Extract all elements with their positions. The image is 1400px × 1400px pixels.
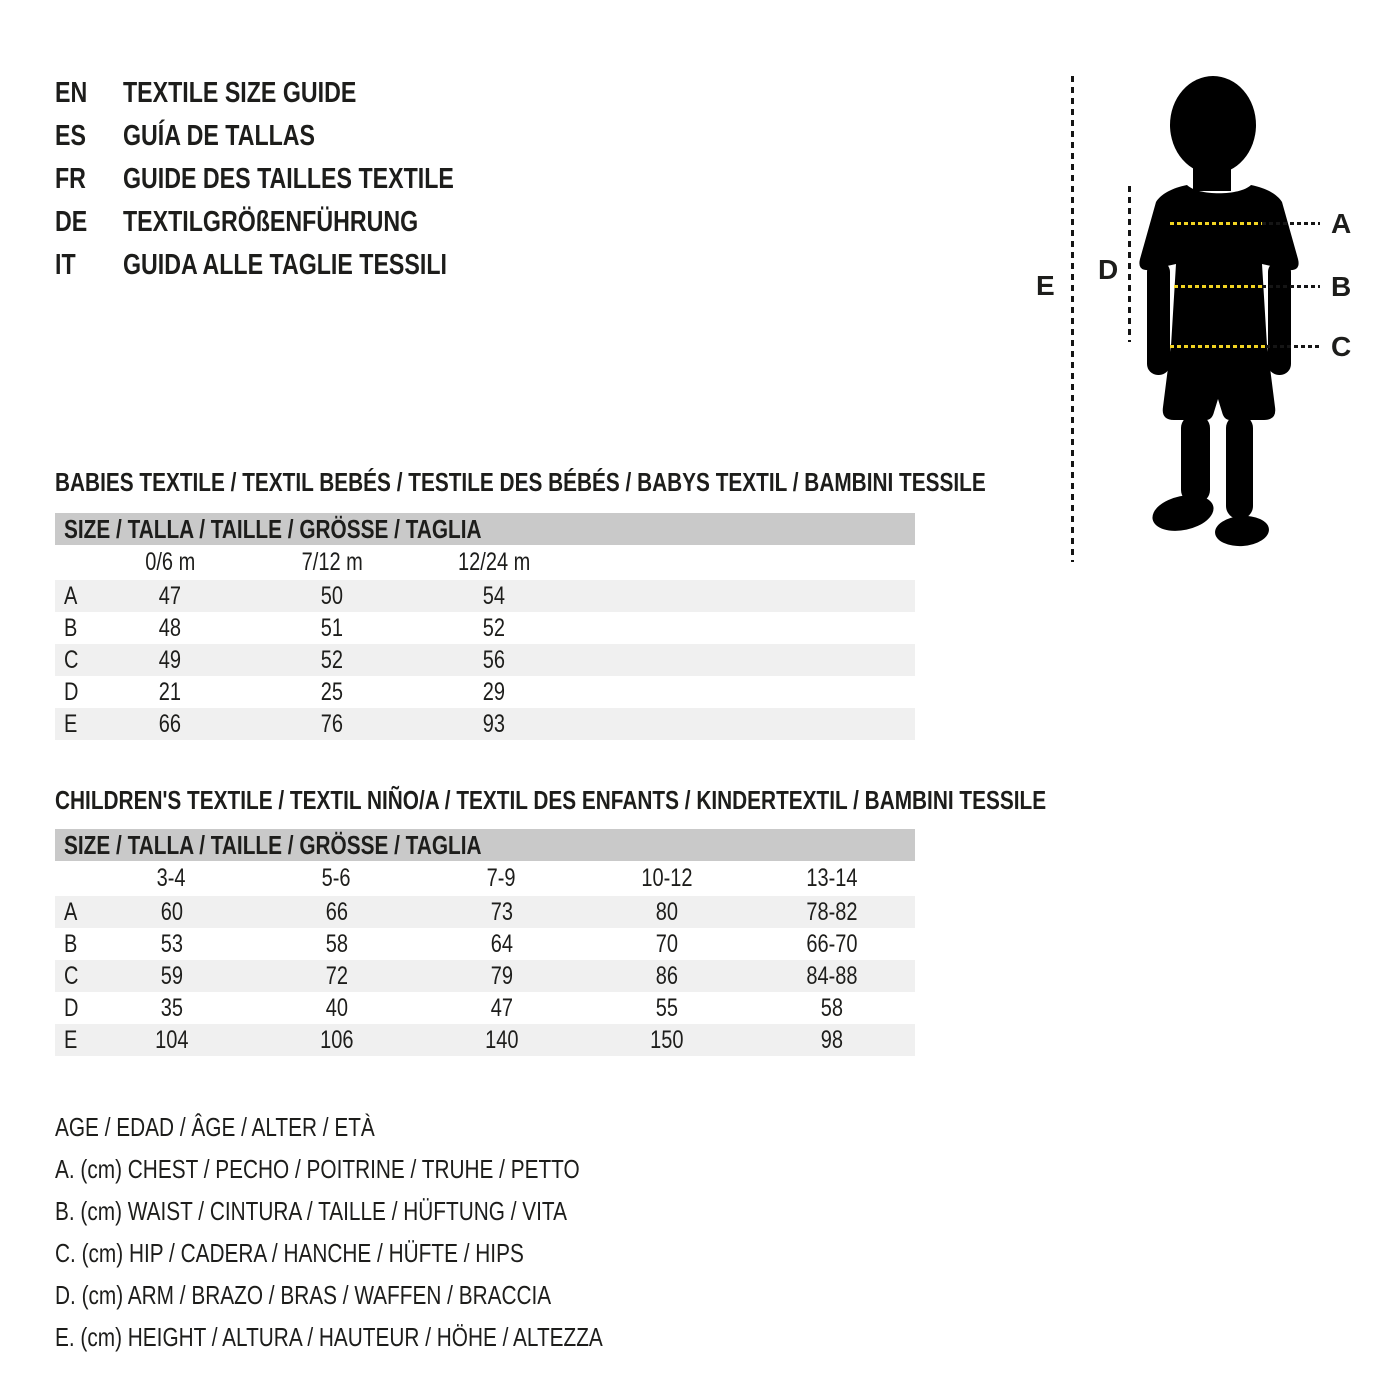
cell-value: 29 <box>482 677 506 706</box>
cell-value: 80 <box>655 897 678 926</box>
table-row <box>55 1024 915 1056</box>
table-row <box>55 896 915 928</box>
cell-value: 48 <box>158 613 182 642</box>
language-row-de <box>55 201 537 244</box>
column-header: 12/24 m <box>457 548 531 576</box>
row-label: E <box>64 1025 78 1054</box>
cell-value: 76 <box>320 709 344 738</box>
row-label: A <box>64 581 78 610</box>
cell-value: 53 <box>160 929 183 958</box>
row-label: A <box>64 897 78 926</box>
hip-measure-dashes-yellow <box>1170 345 1266 348</box>
language-list <box>55 72 537 287</box>
row-label: B <box>64 613 78 642</box>
measurement-legend <box>55 1106 740 1358</box>
cell-value: 72 <box>325 961 348 990</box>
cell-value: 93 <box>482 709 506 738</box>
column-header-row <box>55 545 915 580</box>
language-row-en <box>55 72 537 115</box>
language-title: TEXTILE SIZE GUIDE <box>123 77 357 109</box>
chest-measure-dashes-black <box>1262 222 1320 225</box>
cell-value: 140 <box>484 1025 519 1054</box>
language-code: DE <box>55 206 88 238</box>
cell-value: 79 <box>490 961 513 990</box>
table-row <box>55 676 915 708</box>
figure-label-a: A <box>1331 208 1352 239</box>
legend-item-arm: D. (cm) ARM / BRAZO / BRAS / WAFFEN / BRACCIA <box>55 1280 552 1310</box>
table-row <box>55 992 915 1024</box>
children-size-table <box>55 829 915 1056</box>
column-header-row <box>55 861 915 896</box>
cell-value: 64 <box>490 929 513 958</box>
children-section-title: CHILDREN'S TEXTILE / TEXTIL NIÑO/A / TEXTIL DES ENFANTS / KINDERTEXTIL / BAMBINI TESSILE <box>55 785 1047 815</box>
cell-value: 66-70 <box>805 929 858 958</box>
waist-measure-dashes-yellow <box>1174 285 1262 288</box>
cell-value: 150 <box>649 1025 684 1054</box>
cell-value: 54 <box>482 581 506 610</box>
cell-value: 35 <box>160 993 183 1022</box>
column-header: 13-14 <box>805 864 858 892</box>
language-row-fr <box>55 158 537 201</box>
cell-value: 58 <box>325 929 348 958</box>
language-code: ES <box>55 120 86 152</box>
cell-value: 60 <box>160 897 183 926</box>
language-row-it <box>55 244 537 287</box>
cell-value: 25 <box>320 677 344 706</box>
row-label: C <box>64 645 79 674</box>
cell-value: 70 <box>655 929 678 958</box>
figure-label-e: E <box>1036 270 1055 301</box>
cell-value: 55 <box>655 993 678 1022</box>
table-row <box>55 960 915 992</box>
legend-age-line: AGE / EDAD / ÂGE / ALTER / ETÀ <box>55 1112 375 1142</box>
cell-value: 40 <box>325 993 348 1022</box>
legend-item-chest: A. (cm) CHEST / PECHO / POITRINE / TRUHE / PETTO <box>55 1154 580 1184</box>
cell-value: 56 <box>482 645 506 674</box>
cell-value: 66 <box>325 897 348 926</box>
legend-item-height: E. (cm) HEIGHT / ALTURA / HAUTEUR / HÖHE / ALTEZZA <box>55 1322 603 1352</box>
cell-value: 104 <box>154 1025 189 1054</box>
column-header: 0/6 m <box>144 548 196 576</box>
cell-value: 51 <box>320 613 344 642</box>
row-label: B <box>64 929 78 958</box>
cell-value: 86 <box>655 961 678 990</box>
figure-label-b: B <box>1331 271 1352 302</box>
hip-measure-dashes-black <box>1266 345 1320 348</box>
cell-value: 66 <box>158 709 182 738</box>
cell-value: 21 <box>158 677 182 706</box>
language-title: GUÍA DE TALLAS <box>123 120 316 152</box>
cell-value: 50 <box>320 581 344 610</box>
cell-value: 84-88 <box>805 961 858 990</box>
legend-item-hip: C. (cm) HIP / CADERA / HANCHE / HÜFTE / HIPS <box>55 1238 524 1268</box>
table-header-bar: SIZE / TALLA / TAILLE / GRÖSSE / TAGLIA <box>55 513 915 545</box>
column-header: 7-9 <box>487 864 516 892</box>
babies-section-title: BABIES TEXTILE / TEXTIL BEBÉS / TESTILE DES BÉBÉS / BABYS TEXTIL / BAMBINI TESSILE <box>55 467 986 497</box>
language-title: GUIDA ALLE TAGLIE TESSILI <box>123 249 447 281</box>
cell-value: 78-82 <box>805 897 858 926</box>
row-label: E <box>64 709 78 738</box>
cell-value: 47 <box>490 993 513 1022</box>
cell-value: 59 <box>160 961 183 990</box>
cell-value: 49 <box>158 645 182 674</box>
cell-value: 106 <box>319 1025 354 1054</box>
column-header: 10-12 <box>640 864 693 892</box>
table-header-bar: SIZE / TALLA / TAILLE / GRÖSSE / TAGLIA <box>55 829 915 861</box>
figure-label-d: D <box>1098 254 1119 285</box>
table-row <box>55 708 915 740</box>
cell-value: 58 <box>820 993 843 1022</box>
table-row <box>55 612 915 644</box>
cell-value: 73 <box>490 897 513 926</box>
column-header: 3-4 <box>157 864 186 892</box>
cell-value: 52 <box>482 613 506 642</box>
language-code: FR <box>55 163 86 195</box>
language-title: GUIDE DES TAILLES TEXTILE <box>123 163 454 195</box>
column-header: 7/12 m <box>301 548 363 576</box>
language-row-es <box>55 115 537 158</box>
babies-size-table <box>55 513 915 740</box>
table-row <box>55 580 915 612</box>
chest-measure-dashes-yellow <box>1170 222 1262 225</box>
cell-value: 47 <box>158 581 182 610</box>
row-label: D <box>64 677 79 706</box>
row-label: C <box>64 961 79 990</box>
cell-value: 98 <box>820 1025 843 1054</box>
figure-label-c: C <box>1331 331 1352 362</box>
language-code: EN <box>55 77 88 109</box>
cell-value: 52 <box>320 645 344 674</box>
table-row <box>55 928 915 960</box>
row-label: D <box>64 993 79 1022</box>
waist-measure-dashes-black <box>1262 285 1320 288</box>
legend-item-waist: B. (cm) WAIST / CINTURA / TAILLE / HÜFTUNG / VITA <box>55 1196 567 1226</box>
language-title: TEXTILGRÖßENFÜHRUNG <box>123 206 419 238</box>
language-code: IT <box>55 249 76 281</box>
column-header: 5-6 <box>322 864 351 892</box>
table-row <box>55 644 915 676</box>
